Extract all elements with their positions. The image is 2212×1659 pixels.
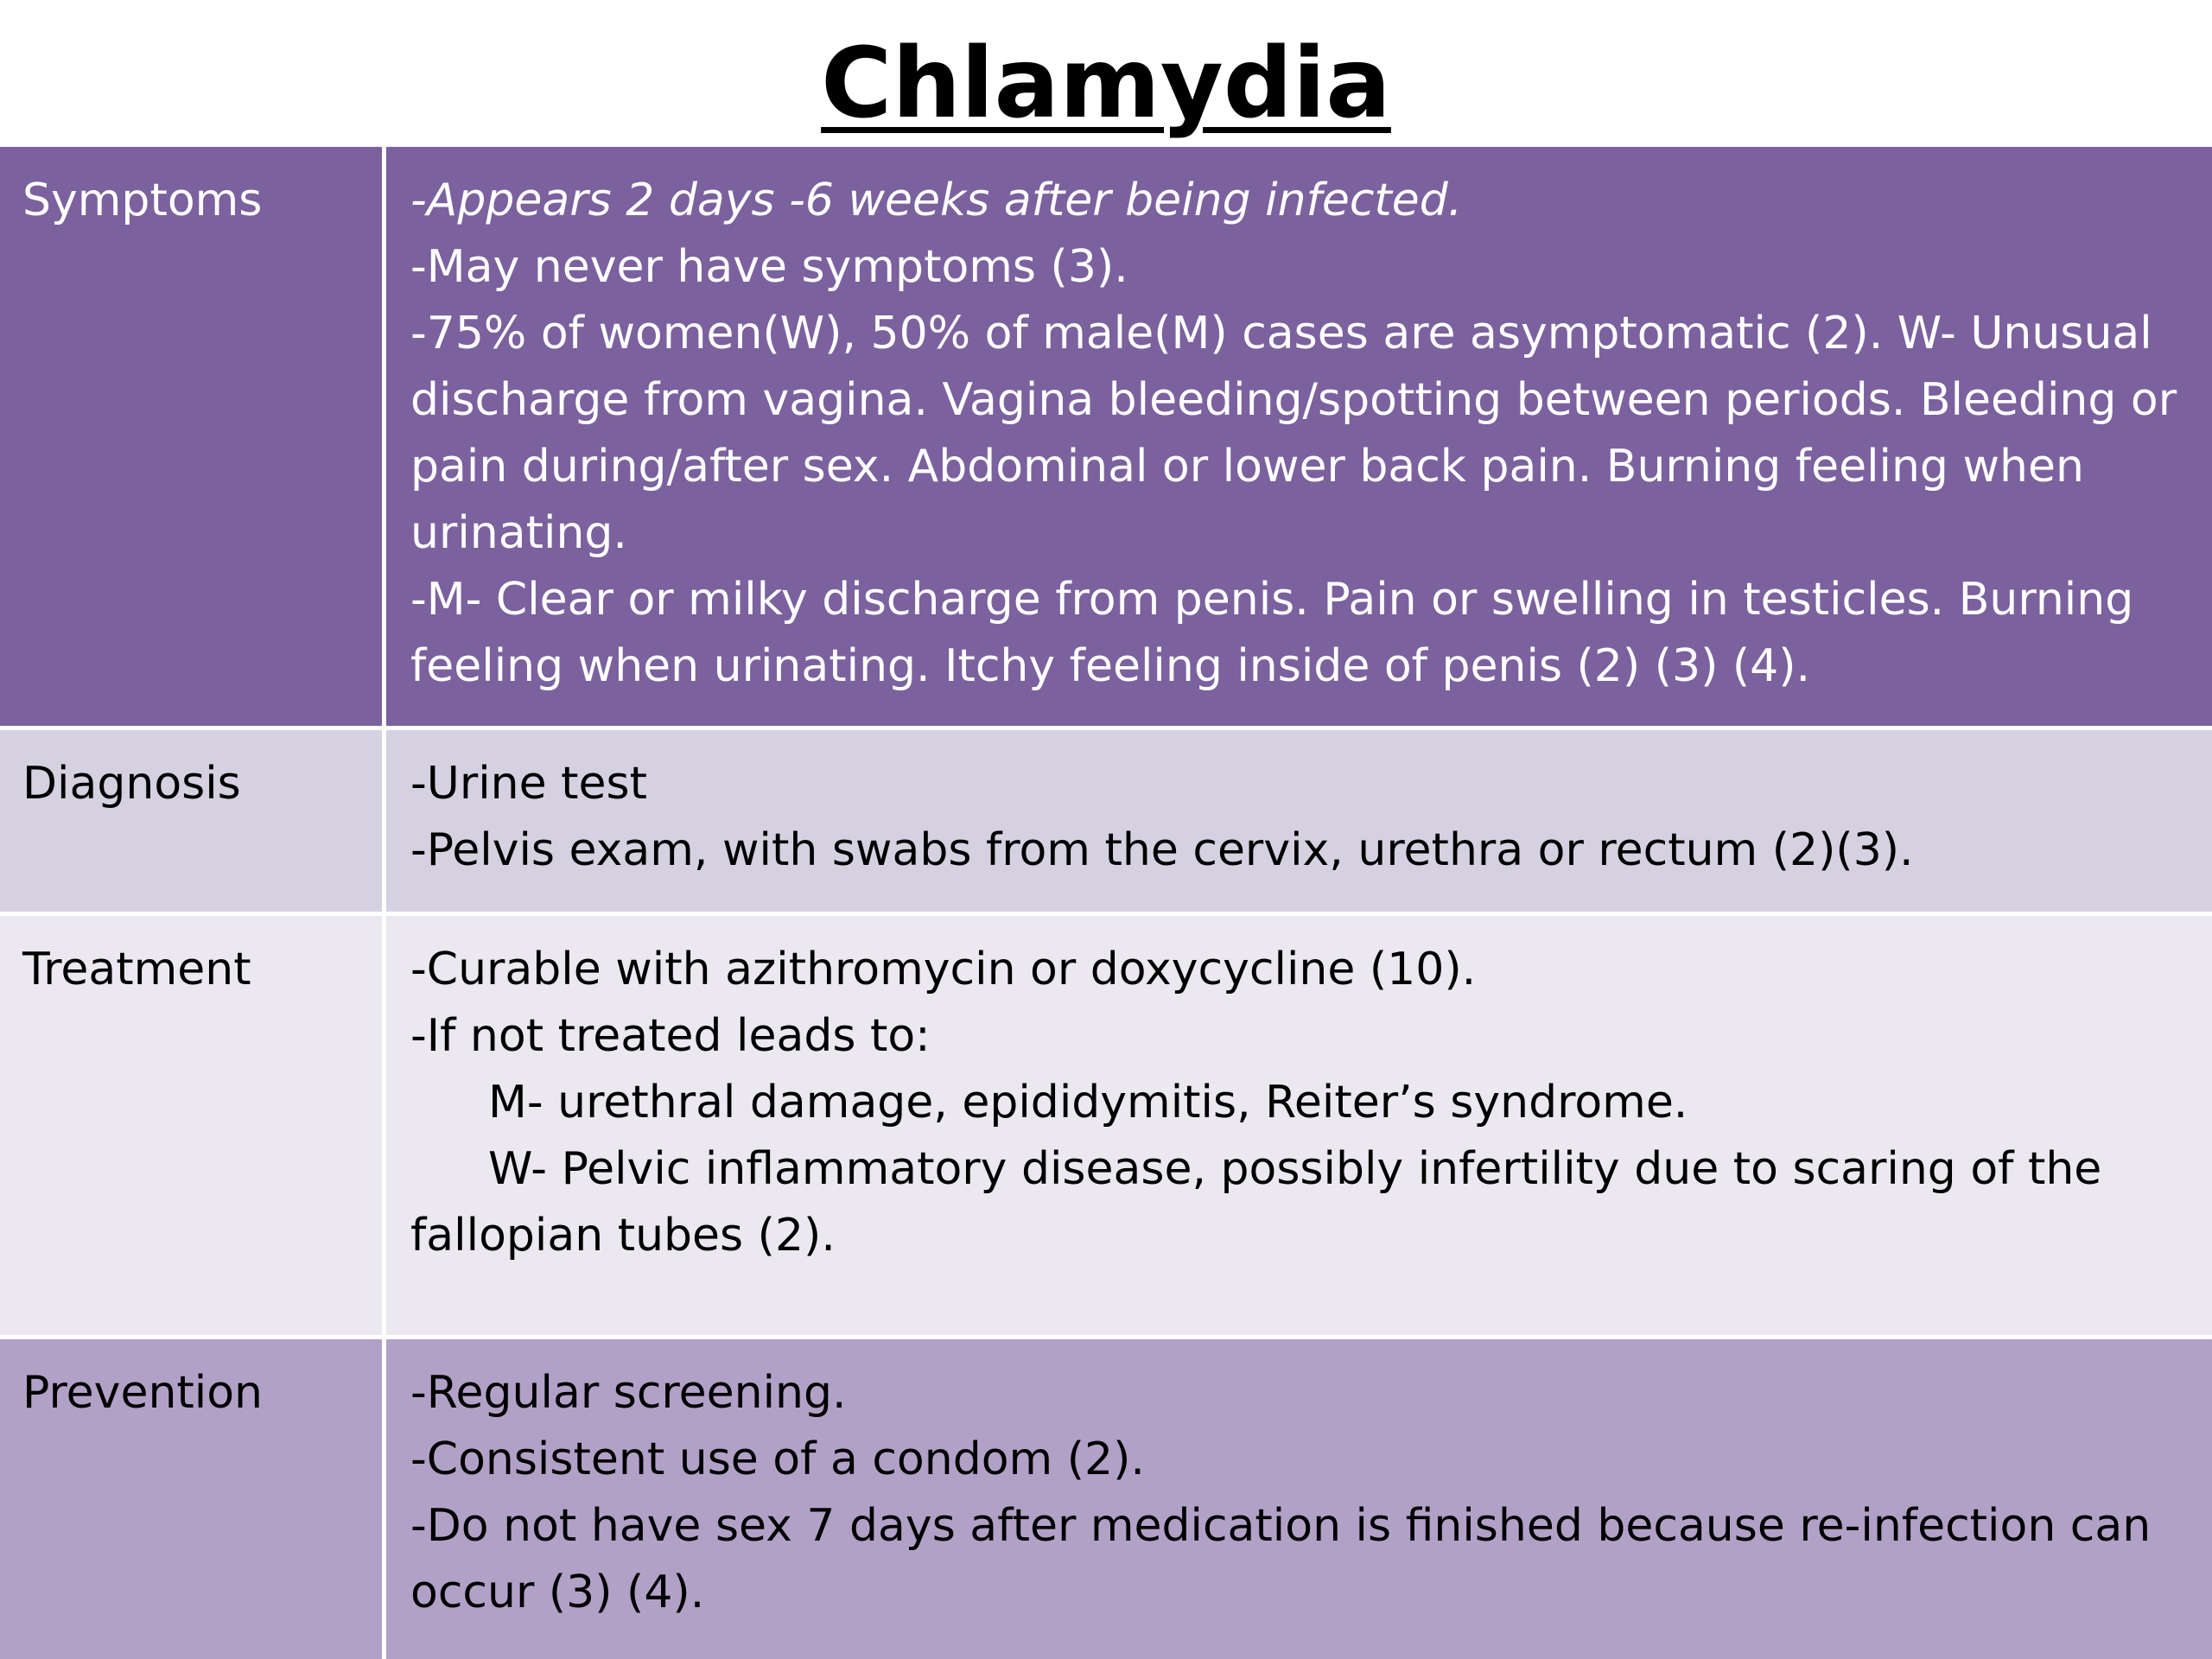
prevention-line-3: -Do not have sex 7 days after medication is finished because re-infection can occur (3) (4). — [410, 1500, 2152, 1618]
symptoms-line-3: -75% of women(W), 50% of male(M) cases are asymptomatic (2). W- Unusual discharge from vagina. Vagina bleeding/spotting between periods. Bleeding or pain during/after sex. Abdominal or lower back pain. Burning feeling when urinating. — [410, 308, 2177, 559]
info-table — [0, 147, 2212, 1659]
prevention-line-1: -Regular screening. — [410, 1367, 847, 1419]
symptoms-line-2: -May never have symptoms (3). — [410, 241, 1128, 293]
table-row-symptoms — [0, 147, 2212, 730]
page-title-text: Chlamydia — [821, 28, 1391, 140]
table-row-treatment — [0, 916, 2212, 1339]
symptoms-label: Symptoms — [0, 147, 386, 726]
treatment-content — [386, 916, 2212, 1335]
prevention-label: Prevention — [0, 1339, 386, 1659]
symptoms-content — [386, 147, 2212, 726]
page-title — [0, 19, 2212, 149]
diagnosis-label: Diagnosis — [0, 730, 386, 912]
treatment-line-1: -Curable with azithromycin or doxycycline (10). — [410, 944, 1477, 995]
prevention-content — [386, 1339, 2212, 1659]
symptoms-line-4: -M- Clear or milky discharge from penis. Pain or swelling in testicles. Burning feeling when urinating. Itchy feeling inside of penis (2) (3) (4). — [410, 574, 2134, 692]
treatment-line-3: M- urethral damage, epididymitis, Reiter’s syndrome. — [488, 1077, 1688, 1128]
table-row-diagnosis — [0, 730, 2212, 916]
table-row-prevention — [0, 1339, 2212, 1659]
diagnosis-content — [386, 730, 2212, 912]
treatment-line-2: -If not treated leads to: — [410, 1010, 931, 1062]
diagnosis-line-2: -Pelvis exam, with swabs from the cervix, urethra or rectum (2)(3). — [410, 824, 1914, 876]
treatment-label: Treatment — [0, 916, 386, 1335]
diagnosis-line-1: -Urine test — [410, 758, 647, 810]
symptoms-line-1: -Appears 2 days -6 weeks after being infected. — [410, 175, 1463, 226]
treatment-line-4: W- Pelvic inflammatory disease, possibly infertility due to scaring of the fallopian tubes (2). — [410, 1143, 2102, 1262]
prevention-line-2: -Consistent use of a condom (2). — [410, 1433, 1145, 1485]
